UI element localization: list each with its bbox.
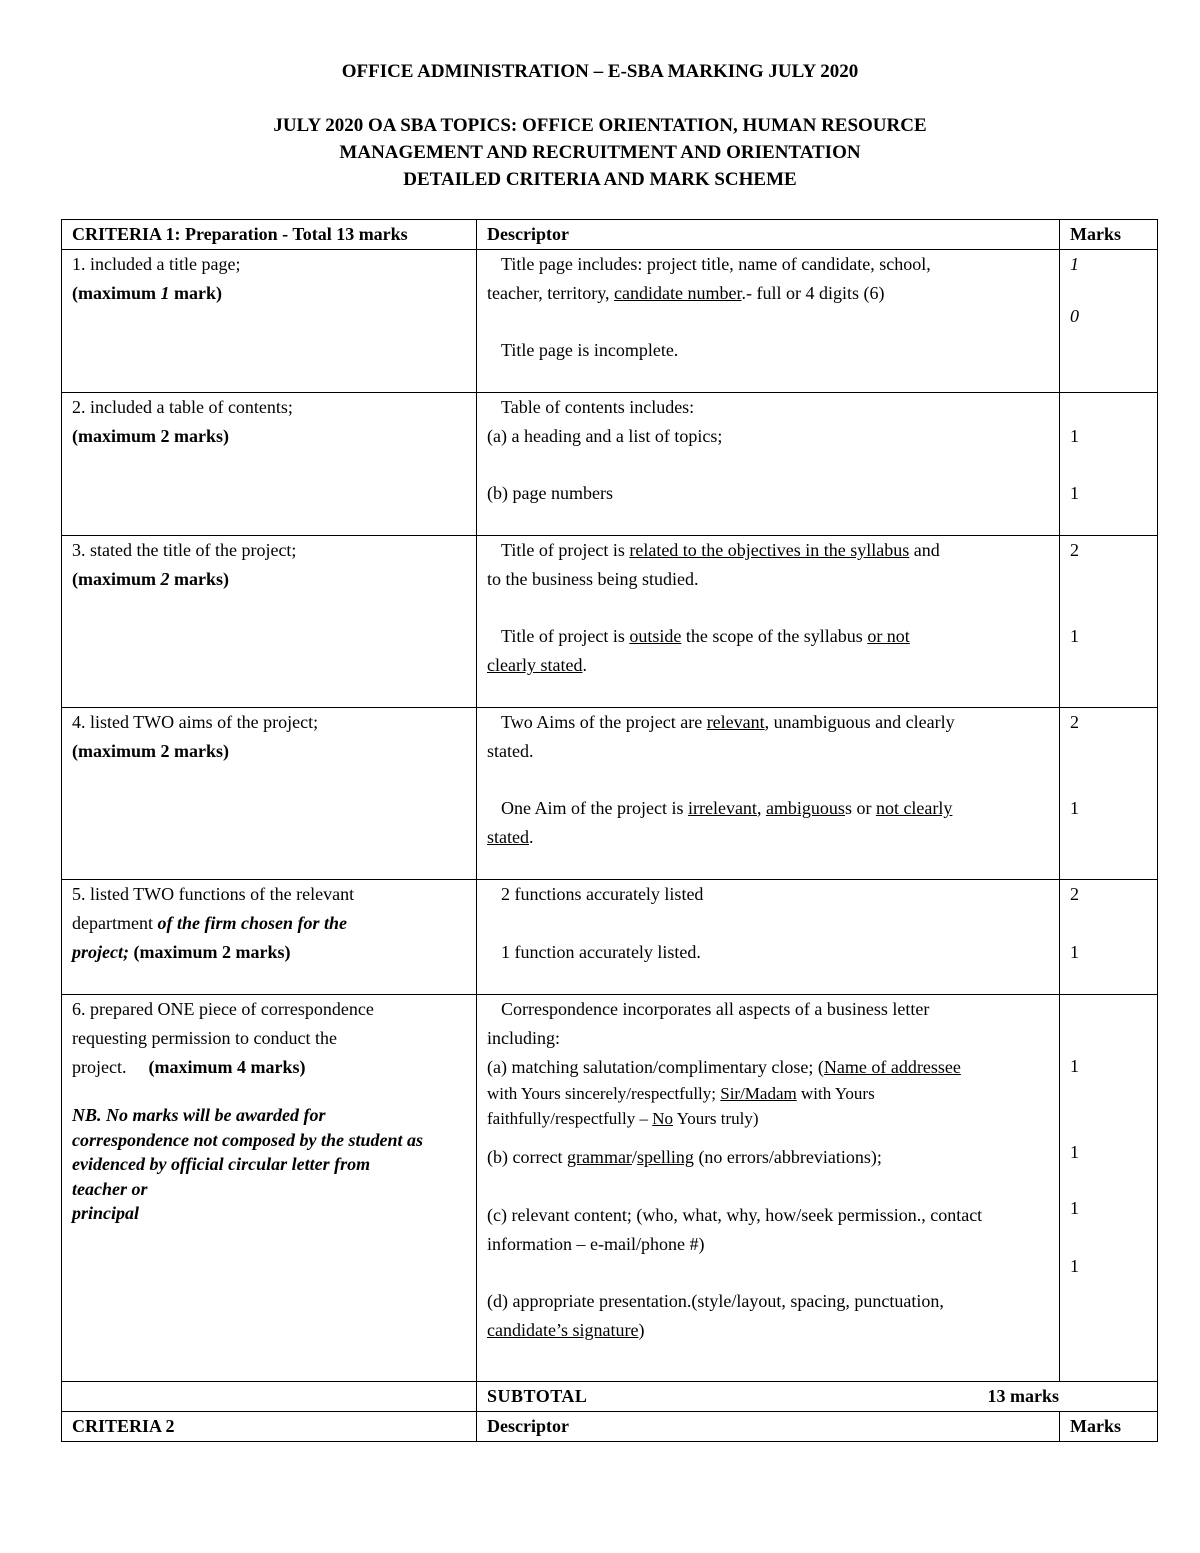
topics-line-3: DETAILED CRITERIA AND MARK SCHEME [403,169,797,190]
descriptor-text: Title of project is outside the scope of the syllabus or not [501,626,910,647]
mark-value: 1 [1070,626,1079,647]
descriptor-header: Descriptor [477,220,1060,250]
descriptor-cell [477,393,1060,536]
descriptor-text: candidate’s signature) [487,1320,645,1341]
mark-value: 2 [1070,540,1079,560]
table-row [62,393,1158,536]
descriptor-header: Descriptor [477,1412,1060,1442]
criterion-max: project; (maximum 2 marks) [72,941,291,962]
criterion-cell [62,880,477,995]
descriptor-cell [477,250,1060,393]
descriptor-text: 2 functions accurately listed [501,884,704,904]
criterion-text: 4. listed TWO aims of the project; [72,712,319,732]
marks-cell [1060,250,1158,393]
descriptor-cell [477,708,1060,880]
criterion-cell [62,393,477,536]
mark-value: 1 [1070,798,1079,819]
criteria-table [61,219,1158,1442]
criterion-text: 3. stated the title of the project; [72,540,297,560]
mark-value: 1 [1070,483,1079,504]
descriptor-cell [477,536,1060,708]
criteria-2-header: CRITERIA 2 [62,1412,477,1442]
descriptor-text: including: [487,1027,560,1048]
table-row [62,708,1158,880]
mark-value: 1 [1070,941,1079,962]
mark-value: 2 [1070,884,1079,904]
descriptor-text: Title of project is related to the objectives in the syllabus and [501,540,940,560]
mark-value: 1 [1070,254,1079,274]
topics-heading [0,112,1200,193]
criterion-text: project. (maximum 4 marks) [72,1056,306,1077]
descriptor-text: (b) correct grammar/spelling (no errors/abbreviations); [487,1147,882,1168]
marks-cell [1060,393,1158,536]
mark-value: 2 [1070,712,1079,732]
subtotal-cell [477,1382,1158,1412]
descriptor-text: teacher, territory, candidate number.- full or 4 digits (6) [487,282,885,303]
table-row [62,880,1158,995]
criteria-header: CRITERIA 1: Preparation - Total 13 marks [62,220,477,250]
marks-cell [1060,536,1158,708]
criterion-text: 6. prepared ONE piece of correspondence [72,999,374,1019]
descriptor-text: (a) a heading and a list of topics; [487,425,723,446]
criterion-text: requesting permission to conduct the [72,1027,337,1048]
descriptor-text: 1 function accurately listed. [501,941,701,962]
marks-cell [1060,708,1158,880]
marks-header: Marks [1060,1412,1158,1442]
mark-value: 1 [1070,1256,1079,1276]
descriptor-text: Two Aims of the project are relevant, unambiguous and clearly [501,712,955,732]
table-row [62,536,1158,708]
criterion-max: (maximum 1 mark) [72,282,222,303]
document-title: OFFICE ADMINISTRATION – E-SBA MARKING JULY 2020 [341,61,859,82]
descriptor-text: (d) appropriate presentation.(style/layout, spacing, punctuation, [487,1291,944,1312]
descriptor-text: Title page is incomplete. [501,340,679,361]
criterion-max: (maximum 2 marks) [72,568,229,589]
criterion-cell [62,250,477,393]
criterion-max: (maximum 2 marks) [72,740,229,761]
topics-line-2: MANAGEMENT AND RECRUITMENT AND ORIENTATION [339,142,861,163]
mark-value: 0 [1070,305,1079,326]
descriptor-text: stated. [487,740,534,761]
table-row [62,995,1158,1382]
descriptor-text: Table of contents includes: [501,397,695,417]
descriptor-text: Title page includes: project title, name of candidate, school, [501,254,931,274]
criterion-max: (maximum 2 marks) [72,425,229,446]
criterion-cell [62,708,477,880]
criterion-cell [62,536,477,708]
criterion-text: 5. listed TWO functions of the relevant [72,884,355,904]
descriptor-text: clearly stated. [487,655,587,676]
marks-cell [1060,995,1158,1382]
descriptor-text: faithfully/respectfully – No Yours truly) [487,1109,759,1129]
table-row [62,250,1158,393]
descriptor-text: information – e-mail/phone #) [487,1233,705,1254]
table-header-row [62,220,1158,250]
descriptor-text: stated. [487,827,534,848]
descriptor-text: (b) page numbers [487,483,613,504]
subtotal-label: SUBTOTAL [487,1386,588,1406]
topics-line-1: JULY 2020 OA SBA TOPICS: OFFICE ORIENTATION, HUMAN RESOURCE [273,115,927,136]
subtotal-row [62,1382,1158,1412]
descriptor-text: Correspondence incorporates all aspects of a business letter [501,999,930,1019]
criterion-text: 1. included a title page; [72,254,241,274]
marks-header: Marks [1060,220,1158,250]
descriptor-text: One Aim of the project is irrelevant, ambiguouss or not clearly [501,798,953,819]
criterion-text: department of the firm chosen for the [72,912,347,933]
mark-value: 1 [1070,1142,1079,1162]
mark-value: 1 [1070,1056,1079,1076]
criteria-2-header-row [62,1412,1158,1442]
descriptor-text: with Yours sincerely/respectfully; Sir/Madam with Yours [487,1084,875,1104]
marks-cell [1060,880,1158,995]
mark-value: 1 [1070,1198,1079,1218]
criterion-text: 2. included a table of contents; [72,397,293,417]
descriptor-text: (c) relevant content; (who, what, why, how/seek permission., contact [487,1204,983,1225]
subtotal-value: 13 marks [987,1386,1059,1406]
descriptor-text: to the business being studied. [487,568,699,589]
criterion-cell [62,995,477,1382]
descriptor-text: (a) matching salutation/complimentary close; (Name of addressee [487,1056,961,1077]
descriptor-cell [477,995,1060,1382]
descriptor-cell [477,880,1060,995]
mark-value: 1 [1070,425,1079,446]
nb-note: NB. No marks will be awarded for correspondence not composed by the student as evidenced by official circular letter from teacher or principal [72,1105,423,1224]
